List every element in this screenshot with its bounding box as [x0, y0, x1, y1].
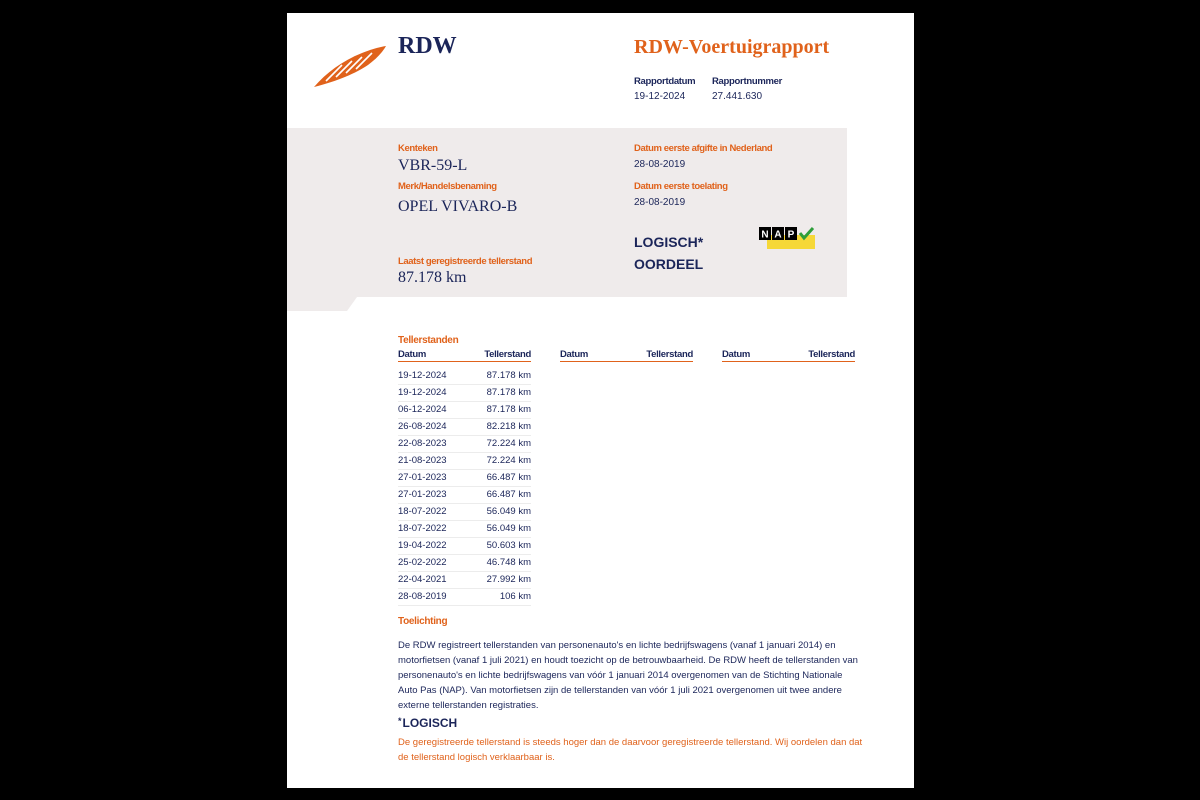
col-date-header: Datum — [722, 349, 751, 360]
reading-value: 50.603 km — [486, 540, 531, 551]
reading-date: 19-04-2022 — [398, 540, 447, 551]
table-row — [398, 521, 531, 538]
table-row — [398, 504, 531, 521]
report-date-label: Rapportdatum — [634, 76, 696, 87]
explanation-title: Toelichting — [398, 616, 448, 627]
first-issue-nl-value: 28-08-2019 — [634, 159, 686, 170]
readings-table-3 — [722, 349, 855, 362]
report-number: 27.441.630 — [712, 91, 763, 102]
readings-header — [722, 349, 855, 362]
reading-value: 82.218 km — [486, 421, 531, 432]
reading-value: 27.992 km — [486, 574, 531, 585]
table-row — [398, 419, 531, 436]
reading-value: 66.487 km — [486, 472, 531, 483]
table-row — [398, 436, 531, 453]
logisch-heading — [398, 716, 457, 730]
table-row — [398, 555, 531, 572]
nap-logo-icon — [759, 227, 819, 251]
verdict-line-2: OORDEEL — [634, 256, 704, 272]
nap-verdict — [634, 231, 703, 275]
table-row — [398, 470, 531, 487]
odometer-label: Laatst geregistreerde tellerstand — [398, 256, 533, 267]
reading-value: 56.049 km — [486, 523, 531, 534]
reading-value: 46.748 km — [486, 557, 531, 568]
reading-value: 87.178 km — [486, 370, 531, 381]
reading-value: 87.178 km — [486, 387, 531, 398]
make-value: OPEL VIVARO-B — [398, 198, 518, 215]
logisch-text: De geregistreerde tellerstand is steeds hoger dan de daarvoor geregistreerde tellerstand. Wij oordelen dan dat de tellerstand logisch verklaarbaar is. — [398, 737, 863, 763]
logisch-title: LOGISCH — [402, 716, 458, 730]
reading-date: 25-02-2022 — [398, 557, 447, 568]
col-date-header: Datum — [398, 349, 427, 360]
report-title: RDW-Voertuigrapport — [634, 36, 830, 58]
col-value-header: Tellerstand — [484, 349, 531, 360]
reading-date: 18-07-2022 — [398, 523, 447, 534]
explanation-text: De RDW registreert tellerstanden van personenauto's en lichte bedrijfswagens (vanaf 1 januari 2014) en motorfietsen (vanaf 1 juli 2021) en houdt toezicht op de betrouwbaarheid. De RDW heeft de tellerstanden van personenauto's en lichte bedrijfswagens van vóór 1 januari 2014 overgenomen van de Stichting Nationale Auto Pas (NAP). Van motorfietsen zijn de tellerstanden van vóór 1 juli 2021 overgenomen uit twee andere externe tellerstanden registraties. — [398, 640, 858, 711]
reading-date: 22-04-2021 — [398, 574, 447, 585]
readings-rows — [398, 368, 531, 606]
col-value-header: Tellerstand — [646, 349, 693, 360]
report-number-label: Rapportnummer — [712, 76, 782, 87]
make-label: Merk/Handelsbenaming — [398, 181, 497, 192]
rdw-feather-logo-icon — [312, 43, 387, 89]
reading-date: 19-12-2024 — [398, 387, 447, 398]
band-notch-decoration — [287, 297, 357, 311]
table-row — [398, 589, 531, 606]
table-row — [398, 385, 531, 402]
readings-header — [560, 349, 693, 362]
plate-label: Kenteken — [398, 143, 438, 154]
table-row — [398, 538, 531, 555]
reading-date: 18-07-2022 — [398, 506, 447, 517]
table-row — [398, 453, 531, 470]
reading-date: 26-08-2024 — [398, 421, 447, 432]
odometer-value: 87.178 km — [398, 269, 467, 286]
reading-date: 21-08-2023 — [398, 455, 447, 466]
reading-date: 22-08-2023 — [398, 438, 447, 449]
readings-title: Tellerstanden — [398, 335, 459, 346]
reading-value: 106 km — [499, 591, 531, 602]
first-issue-nl-label: Datum eerste afgifte in Nederland — [634, 143, 773, 154]
reading-value: 72.224 km — [486, 438, 531, 449]
first-admission-label: Datum eerste toelating — [634, 181, 728, 192]
table-row — [398, 368, 531, 385]
readings-header — [398, 349, 531, 362]
table-row — [398, 402, 531, 419]
report-page — [287, 13, 914, 788]
reading-value: 56.049 km — [486, 506, 531, 517]
plate-value: VBR-59-L — [398, 157, 468, 174]
report-number-block — [712, 76, 782, 102]
nap-letter-a: A — [774, 229, 782, 241]
reading-date: 27-01-2023 — [398, 472, 447, 483]
table-row — [398, 572, 531, 589]
brand-name: RDW — [398, 33, 457, 59]
table-row — [398, 487, 531, 504]
report-date: 19-12-2024 — [634, 91, 686, 102]
col-value-header: Tellerstand — [808, 349, 855, 360]
col-date-header: Datum — [560, 349, 589, 360]
reading-value: 72.224 km — [486, 455, 531, 466]
reading-date: 19-12-2024 — [398, 370, 447, 381]
readings-table-2 — [560, 349, 693, 362]
reading-value: 66.487 km — [486, 489, 531, 500]
verdict-line-1: LOGISCH* — [634, 234, 704, 250]
reading-date: 28-08-2019 — [398, 591, 447, 602]
nap-letter-p: P — [787, 229, 795, 241]
report-date-block — [634, 76, 695, 102]
reading-value: 87.178 km — [486, 404, 531, 415]
first-admission-value: 28-08-2019 — [634, 197, 686, 208]
reading-date: 27-01-2023 — [398, 489, 447, 500]
readings-table-1 — [398, 349, 531, 606]
reading-date: 06-12-2024 — [398, 404, 447, 415]
nap-letter-n: N — [761, 229, 769, 241]
asterisk: * — [398, 716, 402, 726]
